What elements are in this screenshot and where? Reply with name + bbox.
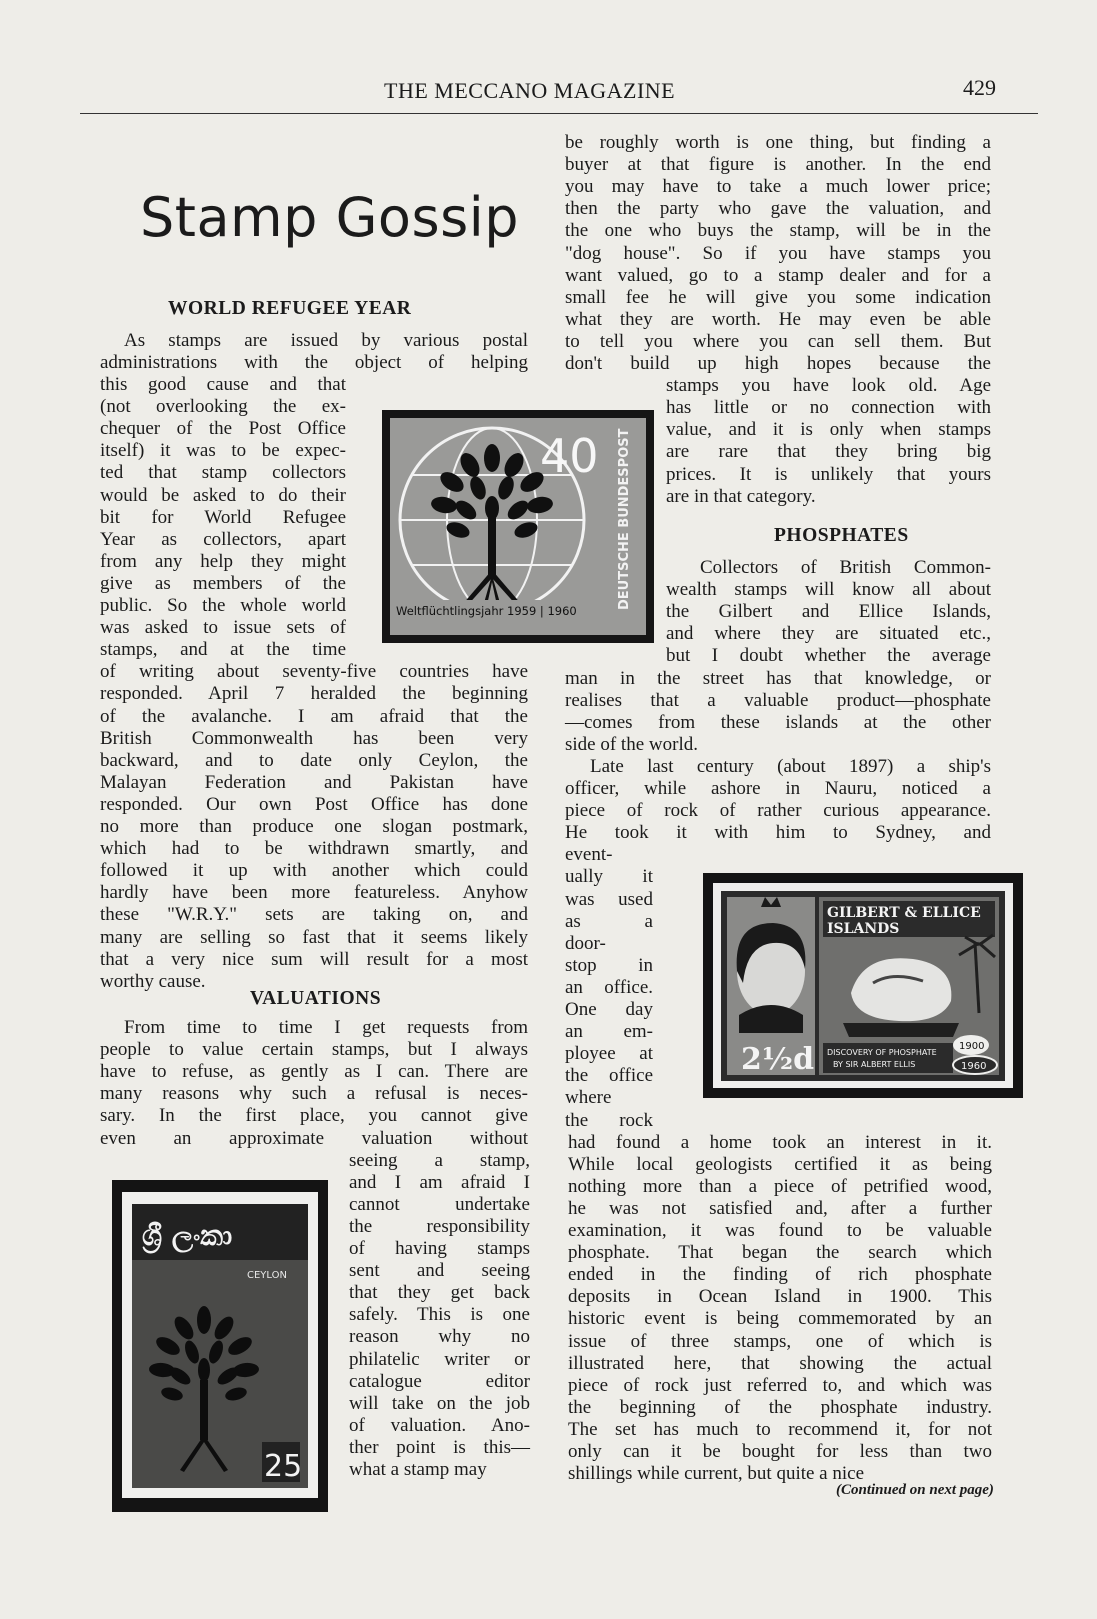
text-line: small fee he will give you some indication (565, 286, 991, 308)
text-line: (not overlooking the ex- (100, 396, 346, 418)
text-line: public. So the whole world (100, 595, 346, 616)
text-line: you may have to take a much lower price; (565, 176, 991, 198)
text-line: event- (565, 844, 613, 866)
page-number: 429 (963, 75, 996, 100)
text-line: would be asked to do their (100, 484, 346, 506)
text-line: Malayan Federation and Pakistan have (100, 771, 528, 793)
text-line: he was not satisfied and, after a further (568, 1197, 992, 1219)
stamp-germany-refugee-year (382, 410, 654, 643)
text-line: many reasons why such a refusal is neces- (100, 1083, 528, 1105)
text-line: backward, and to date only Ceylon, the (100, 749, 528, 771)
text-line: that they get back (349, 1282, 530, 1304)
text-line: deposits in Ocean Island in 1900. This (568, 1286, 992, 1308)
text-line: seeing a stamp, (349, 1149, 530, 1171)
text-line: As stamps are issued by various postal (124, 330, 528, 351)
text-line: the rock (565, 1109, 653, 1131)
text-line: that a very nice sum will result for a most (100, 948, 528, 970)
text-line: even an approximate valuation without (100, 1127, 528, 1149)
text-line: and I am afraid I (349, 1171, 530, 1193)
text-line: responded. April 7 heralded the beginning (100, 683, 528, 705)
text-line: be roughly worth is one thing, but finding a (565, 132, 991, 153)
stamp-gilbert-year-1960: 1960 (961, 1061, 987, 1072)
text-line: —comes from these islands at the other (565, 711, 991, 733)
text-line: Year as collectors, apart (100, 528, 346, 550)
text-line: these "W.R.Y." sets are taking on, and (100, 904, 528, 926)
text-line: the beginning of the phosphate industry. (568, 1396, 992, 1418)
text-line: as a (565, 910, 653, 932)
stamp-gilbert-ellice-phosphate (703, 873, 1023, 1098)
text-line: issue of three stamps, one of which is (568, 1330, 992, 1352)
text-line: phosphate. That began the search which (568, 1242, 992, 1264)
text-line: door- (565, 932, 606, 954)
text-line: stop in (565, 954, 653, 976)
text-line: prices. It is unlikely that yours (666, 463, 991, 485)
text-line: Late last century (about 1897) a ship's (590, 755, 991, 777)
article-title: Stamp Gossip (140, 186, 520, 249)
heading-phosphates: PHOSPHATES (774, 525, 909, 546)
text-line: illustrated here, that showing the actual (568, 1352, 992, 1374)
stamp-gilbert-caption-2: BY SIR ALBERT ELLIS (833, 1060, 916, 1069)
text-line: has little or no connection with (666, 397, 991, 419)
text-line: One day (565, 999, 653, 1020)
text-line: chequer of the Post Office (100, 418, 346, 440)
text-line: nothing more than a piece of petrified wood, (568, 1175, 992, 1197)
text-line: which had to be withdrawn smartly, and (100, 838, 528, 860)
text-line: philatelic writer or (349, 1348, 530, 1370)
text-line: The set has much to recommend it, for not (568, 1418, 992, 1440)
text-line: was used (565, 888, 653, 910)
text-line: to tell you where you can sell them. But (565, 330, 991, 352)
text-line: ployee at (565, 1043, 653, 1065)
text-line: cannot undertake (349, 1193, 530, 1215)
text-line: catalogue editor (349, 1370, 530, 1392)
stamp-ceylon-refugee-year (112, 1180, 328, 1512)
text-line: safely. This is one (349, 1304, 530, 1326)
stamp-gilbert-value: 2½d (741, 1042, 815, 1077)
text-line: of having stamps (349, 1238, 530, 1259)
text-line: the one who buys the stamp, will be in the (565, 220, 991, 242)
text-line: wealth stamps will know all about (666, 579, 991, 601)
text-line: While local geologists certified it as being (568, 1153, 992, 1175)
stamp-ceylon-script: ශ්‍රී ලංකා (142, 1219, 233, 1252)
text-line: worthy cause. (100, 970, 206, 992)
text-line: realises that a valuable product—phosphate (565, 689, 991, 711)
text-line: responded. Our own Post Office has done (100, 793, 528, 815)
stamp-germany-value: 40 (540, 429, 599, 483)
text-line: ther point is this— (349, 1436, 530, 1458)
stamp-ceylon-value: 25 (264, 1449, 303, 1484)
text-line: where (565, 1087, 612, 1109)
text-line: only can it be bought for less than two (568, 1441, 992, 1462)
text-line: will take on the job (349, 1392, 530, 1414)
text-line: stamps you have look old. Age (666, 375, 991, 397)
text-line: had found a home took an interest in it. (568, 1131, 992, 1153)
text-line: from any help they might (100, 550, 346, 572)
running-title: THE MECCANO MAGAZINE (384, 78, 676, 103)
text-line: Collectors of British Common- (700, 557, 991, 578)
text-line: sent and seeing (349, 1260, 530, 1282)
text-line: historic event is being commemorated by an (568, 1308, 992, 1330)
text-line: ted that stamp collectors (100, 462, 346, 484)
text-line: From time to time I get requests from (124, 1017, 528, 1038)
text-line: itself) it was to be expec- (100, 440, 346, 462)
stamp-gilbert-country-1: GILBERT & ELLICE (827, 905, 981, 921)
text-line: are rare that they bring big (666, 441, 991, 463)
text-line: don't build up high hopes because the (565, 353, 991, 374)
text-line: and where they are situated etc., (666, 623, 991, 645)
text-line: He took it with him to Sydney, and (565, 822, 991, 844)
text-line: hardly have been more featureless. Anyhow (100, 882, 528, 904)
text-line: an em- (565, 1021, 653, 1043)
text-line: want valued, go to a stamp dealer and for a (565, 264, 991, 286)
text-line: British Commonwealth has been very (100, 727, 528, 749)
text-line: buyer at that figure is another. In the end (565, 154, 991, 176)
text-line: reason why no (349, 1326, 530, 1348)
text-line: of writing about seventy-five countries have (100, 661, 528, 683)
text-line: piece of rock of rather curious appearance. (565, 800, 991, 822)
continued-note: (Continued on next page) (836, 1482, 994, 1498)
text-line: officer, while ashore in Nauru, noticed a (565, 778, 991, 799)
text-line: this good cause and that (100, 374, 346, 395)
text-line: was asked to issue sets of (100, 617, 346, 639)
text-line: bit for World Refugee (100, 506, 346, 528)
text-line: followed it up with another which could (100, 860, 528, 882)
text-line: people to value certain stamps, but I always (100, 1039, 528, 1061)
text-line: of the avalanche. I am afraid that the (100, 705, 528, 727)
text-line: the responsibility (349, 1215, 530, 1237)
heading-valuations: VALUATIONS (250, 988, 382, 1009)
stamp-gilbert-caption-1: DISCOVERY OF PHOSPHATE (827, 1048, 937, 1057)
text-line: the Gilbert and Ellice Islands, (666, 601, 991, 623)
header-rule (80, 113, 1038, 114)
text-line: sary. In the first place, you cannot give (100, 1105, 528, 1127)
text-line: what a stamp may (349, 1459, 487, 1480)
stamp-gilbert-country-2: ISLANDS (827, 921, 900, 937)
text-line: no more than produce one slogan postmark, (100, 816, 528, 837)
text-line: stamps, and at the time (100, 639, 346, 661)
text-line: but I doubt whether the average (666, 645, 991, 667)
text-line: an office. (565, 976, 653, 998)
text-line: shillings while current, but quite a nice (568, 1463, 865, 1485)
stamp-germany-country: DEUTSCHE BUNDESPOST (617, 428, 632, 610)
stamp-germany-caption: Weltflüchtlingsjahr 1959 | 1960 (396, 604, 577, 618)
text-line: "dog house". So if you have stamps you (565, 242, 991, 264)
text-line: the office (565, 1065, 653, 1087)
text-line: then the party who gave the valuation, and (565, 198, 991, 220)
stamp-ceylon-country: CEYLON (247, 1270, 287, 1281)
text-line: what they are worth. He may even be able (565, 308, 991, 330)
stamp-gilbert-year-1900: 1900 (959, 1041, 985, 1052)
text-line: many are selling so fast that it seems likely (100, 926, 528, 948)
text-line: ended in the finding of rich phosphate (568, 1264, 992, 1286)
text-line: man in the street has that knowledge, or (565, 667, 991, 689)
text-line: are in that category. (666, 485, 816, 507)
text-line: have to refuse, as gently as I can. There are (100, 1061, 528, 1083)
text-line: value, and it is only when stamps (666, 419, 991, 441)
text-line: of valuation. Ano- (349, 1414, 530, 1436)
text-line: ually it (565, 866, 653, 888)
heading-world-refugee-year: WORLD REFUGEE YEAR (168, 298, 412, 319)
text-line: side of the world. (565, 733, 698, 755)
text-line: give as members of the (100, 572, 346, 594)
text-line: examination, it was found to be valuable (568, 1220, 992, 1241)
text-line: administrations with the object of helping (100, 352, 528, 373)
text-line: piece of rock just referred to, and which was (568, 1374, 992, 1396)
